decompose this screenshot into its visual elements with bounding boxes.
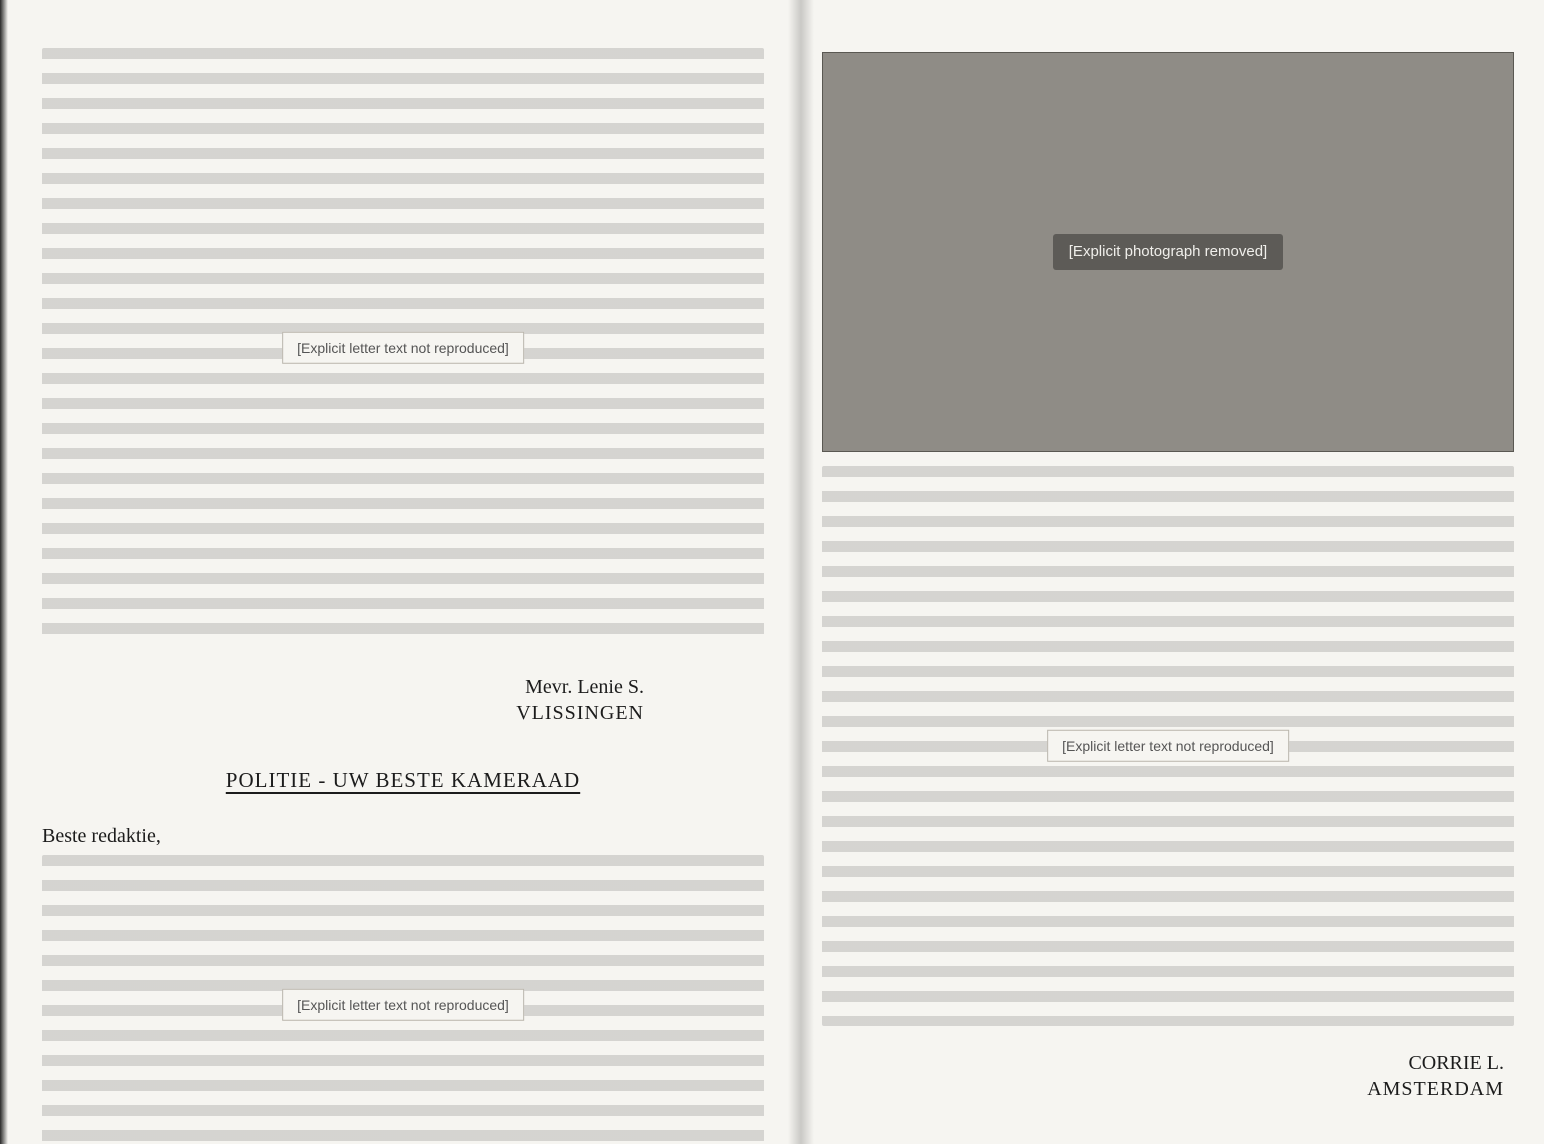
signature-city: VLISSINGEN	[516, 702, 644, 725]
signature-name: CORRIE L.	[1408, 1052, 1504, 1074]
letter2-body-left-redacted	[42, 855, 764, 1144]
photo-placeholder	[822, 52, 1514, 452]
letter2-salutation: Beste redaktie,	[42, 824, 161, 847]
scan-edge-artifact	[0, 0, 8, 1144]
letter1-signature	[42, 674, 764, 727]
page-gutter-shadow	[788, 0, 814, 1144]
letter1-body-redacted	[42, 48, 764, 648]
left-column	[42, 0, 764, 1144]
signature-city: AMSTERDAM	[1367, 1078, 1504, 1101]
letter2-signature	[822, 1050, 1514, 1103]
right-column	[822, 0, 1514, 1144]
letter2-heading: POLITIE - UW BESTE KAMERAAD	[225, 767, 581, 792]
signature-name: Mevr. Lenie S.	[525, 676, 644, 698]
redaction-notice: [Explicit letter text not reproduced]	[282, 989, 524, 1021]
letter2-body-right-redacted	[822, 466, 1514, 1026]
photo-removed-label: [Explicit photograph removed]	[1053, 234, 1283, 270]
redaction-notice: [Explicit letter text not reproduced]	[282, 332, 524, 364]
redaction-notice: [Explicit letter text not reproduced]	[1047, 730, 1289, 762]
